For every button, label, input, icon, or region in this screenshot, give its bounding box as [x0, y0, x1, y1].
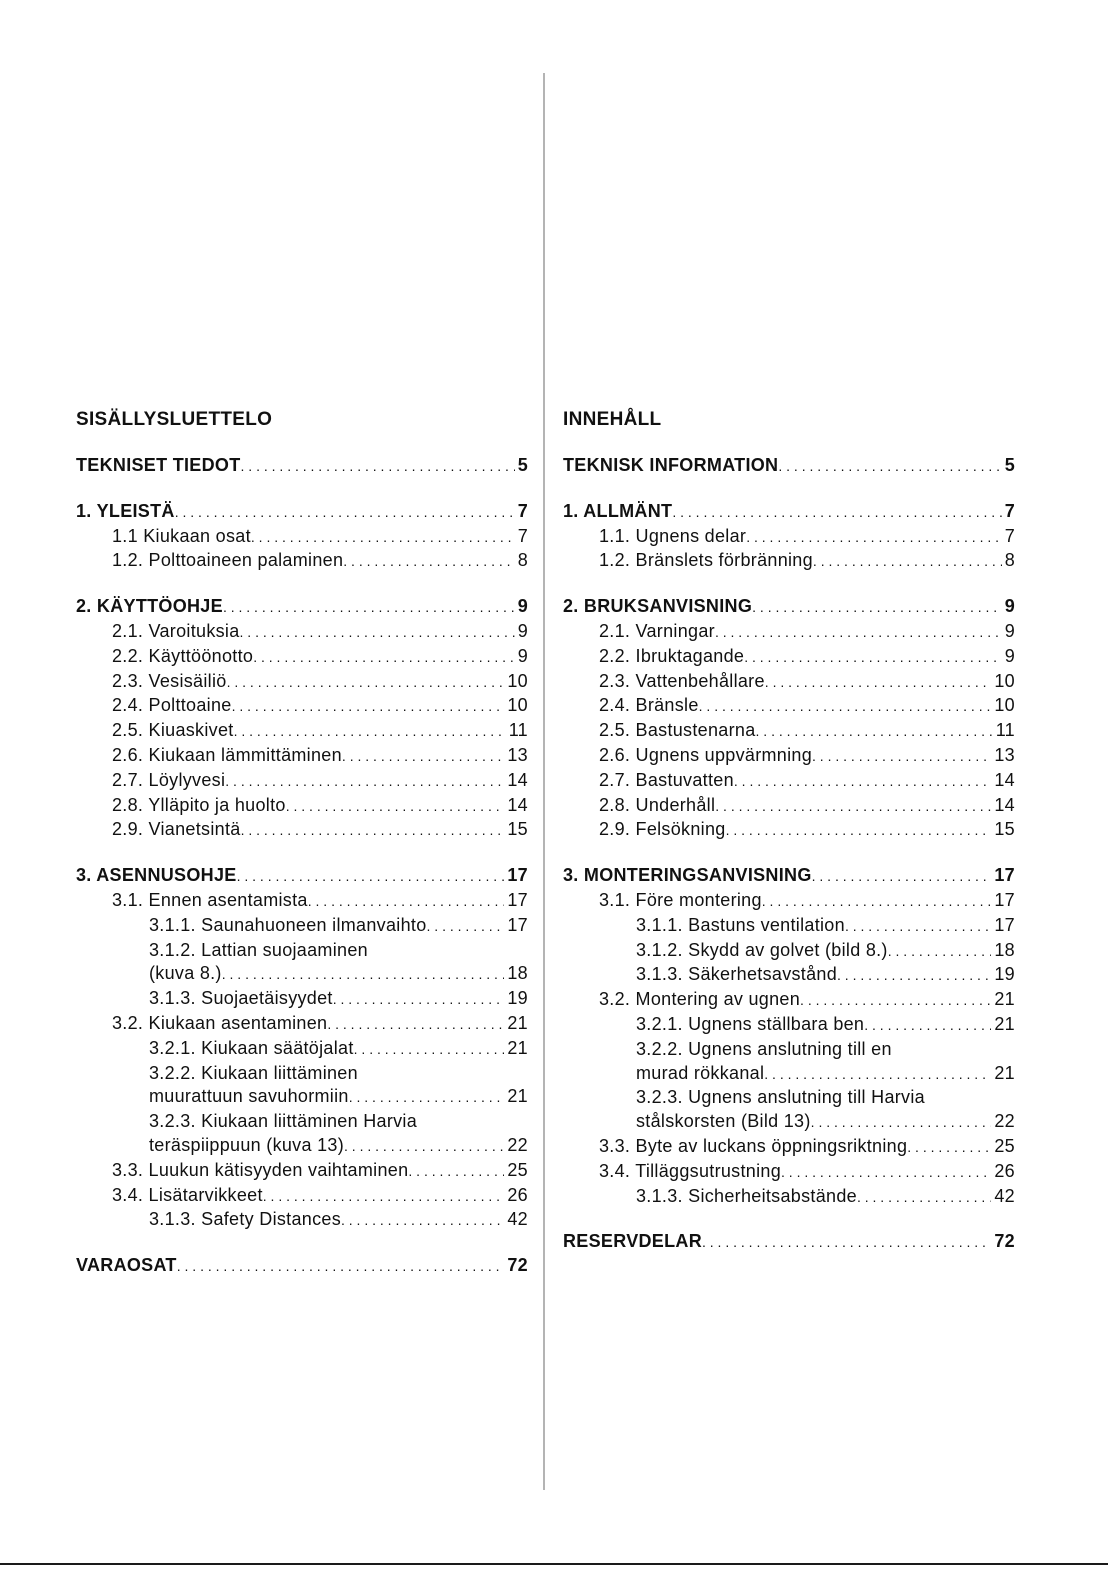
- toc-entry[interactable]: murad rökkanal . . . 21: [563, 1062, 1015, 1087]
- toc-entry[interactable]: 2. BRUKSANVISNING . . . 9: [563, 595, 1015, 620]
- toc-entry[interactable]: 2.4. Polttoaine . . . 10: [76, 694, 528, 719]
- toc-entry[interactable]: 1.2. Bränslets förbränning . . . 8: [563, 549, 1015, 574]
- toc-entry[interactable]: 1.1. Ugnens delar . . . 7: [563, 525, 1015, 550]
- toc-entry-line[interactable]: 3.2.2. Ugnens anslutning till en: [636, 1038, 892, 1059]
- toc-entry[interactable]: 3.3. Luukun kätisyyden vaihtaminen . . . 25: [76, 1159, 528, 1184]
- toc-entry[interactable]: 2.7. Löylyvesi . . . 14: [76, 769, 528, 794]
- toc-entry[interactable]: 2.7. Bastuvatten . . . 14: [563, 769, 1015, 794]
- toc-entry[interactable]: 3.2. Kiukaan asentaminen . . . 21: [76, 1012, 528, 1037]
- toc-entry[interactable]: 2.5. Kiuaskivet . . . 11: [76, 719, 528, 744]
- toc-swedish: [563, 408, 1015, 1255]
- toc-entry[interactable]: 2.4. Bränsle . . . 10: [563, 694, 1015, 719]
- toc-entry[interactable]: 2.6. Ugnens uppvärmning . . . 13: [563, 744, 1015, 769]
- toc-entry[interactable]: 1. ALLMÄNT . . . 7: [563, 500, 1015, 525]
- toc-entry[interactable]: 3. ASENNUSOHJE . . . 17: [76, 864, 528, 889]
- toc-entry[interactable]: muurattuun savuhormiin . . . 21: [76, 1085, 528, 1110]
- toc-entry[interactable]: 3.4. Lisätarvikkeet . . . 26: [76, 1184, 528, 1209]
- toc-entry[interactable]: 2.8. Ylläpito ja huolto . . . 14: [76, 794, 528, 819]
- toc-entry[interactable]: 2.2. Käyttöönotto . . . 9: [76, 645, 528, 670]
- toc-entry[interactable]: 2.9. Felsökning . . . 15: [563, 818, 1015, 843]
- toc-entry[interactable]: 2.9. Vianetsintä . . . 15: [76, 818, 528, 843]
- toc-entry[interactable]: 3.1.3. Safety Distances . . . 42: [76, 1208, 528, 1233]
- toc-entry[interactable]: RESERVDELAR . . . 72: [563, 1230, 1015, 1255]
- toc-entry-line[interactable]: 3.2.3. Kiukaan liittäminen Harvia: [149, 1111, 418, 1132]
- toc-entry[interactable]: 3.1.1. Bastuns ventilation . . . 17: [563, 914, 1015, 939]
- toc-entry-line[interactable]: 3.2.2. Kiukaan liittäminen: [149, 1062, 358, 1083]
- toc-entry[interactable]: 1.1 Kiukaan osat . . . 7: [76, 525, 528, 550]
- toc-entry[interactable]: 3.1.1. Saunahuoneen ilmanvaihto . . . 17: [76, 914, 528, 939]
- toc-entry[interactable]: 3.2. Montering av ugnen . . . 21: [563, 988, 1015, 1013]
- toc-entry[interactable]: TEKNISK INFORMATION . . . 5: [563, 454, 1015, 479]
- bottom-rule: [0, 1563, 1108, 1565]
- toc-entry[interactable]: VARAOSAT . . . 72: [76, 1254, 528, 1279]
- toc-entry[interactable]: 2.8. Underhåll . . . 14: [563, 794, 1015, 819]
- toc-entry[interactable]: 3.3. Byte av luckans öppningsriktning . . . 25: [563, 1135, 1015, 1160]
- toc-entry[interactable]: 2.3. Vattenbehållare . . . 10: [563, 670, 1015, 695]
- toc-entry-line[interactable]: 3.1.2. Lattian suojaaminen: [149, 939, 368, 960]
- toc-heading-fi: SISÄLLYSLUETTELO: [76, 409, 273, 430]
- toc-entry[interactable]: 3.4. Tilläggsutrustning . . . 26: [563, 1160, 1015, 1185]
- toc-entry[interactable]: 2. KÄYTTÖOHJE . . . 9: [76, 595, 528, 620]
- toc-entry[interactable]: 2.1. Varningar . . . 9: [563, 620, 1015, 645]
- toc-entry[interactable]: 3.1. Ennen asentamista . . . 17: [76, 889, 528, 914]
- toc-entry[interactable]: stålskorsten (Bild 13) . . . 22: [563, 1110, 1015, 1135]
- toc-entry[interactable]: 2.5. Bastustenarna . . . 11: [563, 719, 1015, 744]
- toc-entry[interactable]: 3.2.1. Ugnens ställbara ben . . . 21: [563, 1013, 1015, 1038]
- toc-entry[interactable]: teräspiippuun (kuva 13) . . . 22: [76, 1134, 528, 1159]
- toc-entry[interactable]: 2.2. Ibruktagande . . . 9: [563, 645, 1015, 670]
- toc-entry[interactable]: 3.1. Före montering . . . 17: [563, 889, 1015, 914]
- toc-entry[interactable]: (kuva 8.) . . . 18: [76, 962, 528, 987]
- column-divider-upper: [543, 73, 545, 253]
- toc-entry[interactable]: 1. YLEISTÄ . . . 7: [76, 500, 528, 525]
- toc-entry[interactable]: 3.1.3. Sicherheitsabstände . . . 42: [563, 1185, 1015, 1210]
- toc-entry[interactable]: 1.2. Polttoaineen palaminen . . . 8: [76, 549, 528, 574]
- toc-entry[interactable]: TEKNISET TIEDOT . . . 5: [76, 454, 528, 479]
- toc-entry[interactable]: 2.3. Vesisäiliö . . . 10: [76, 670, 528, 695]
- toc-entry[interactable]: 3.2.1. Kiukaan säätöjalat . . . 21: [76, 1037, 528, 1062]
- toc-entry[interactable]: 3.1.3. Suojaetäisyydet . . . 19: [76, 987, 528, 1012]
- toc-entry[interactable]: 2.6. Kiukaan lämmittäminen . . . 13: [76, 744, 528, 769]
- column-divider-lower: [543, 253, 545, 1490]
- toc-finnish: [76, 408, 528, 1279]
- toc-entry[interactable]: 3. MONTERINGSANVISNING . . . 17: [563, 864, 1015, 889]
- toc-heading-sv: INNEHÅLL: [563, 409, 662, 430]
- toc-entry[interactable]: 3.1.3. Säkerhetsavstånd . . . 19: [563, 963, 1015, 988]
- toc-entry[interactable]: 2.1. Varoituksia . . . 9: [76, 620, 528, 645]
- toc-entry[interactable]: 3.1.2. Skydd av golvet (bild 8.) . . . 18: [563, 939, 1015, 964]
- toc-entry-line[interactable]: 3.2.3. Ugnens anslutning till Harvia: [636, 1087, 925, 1108]
